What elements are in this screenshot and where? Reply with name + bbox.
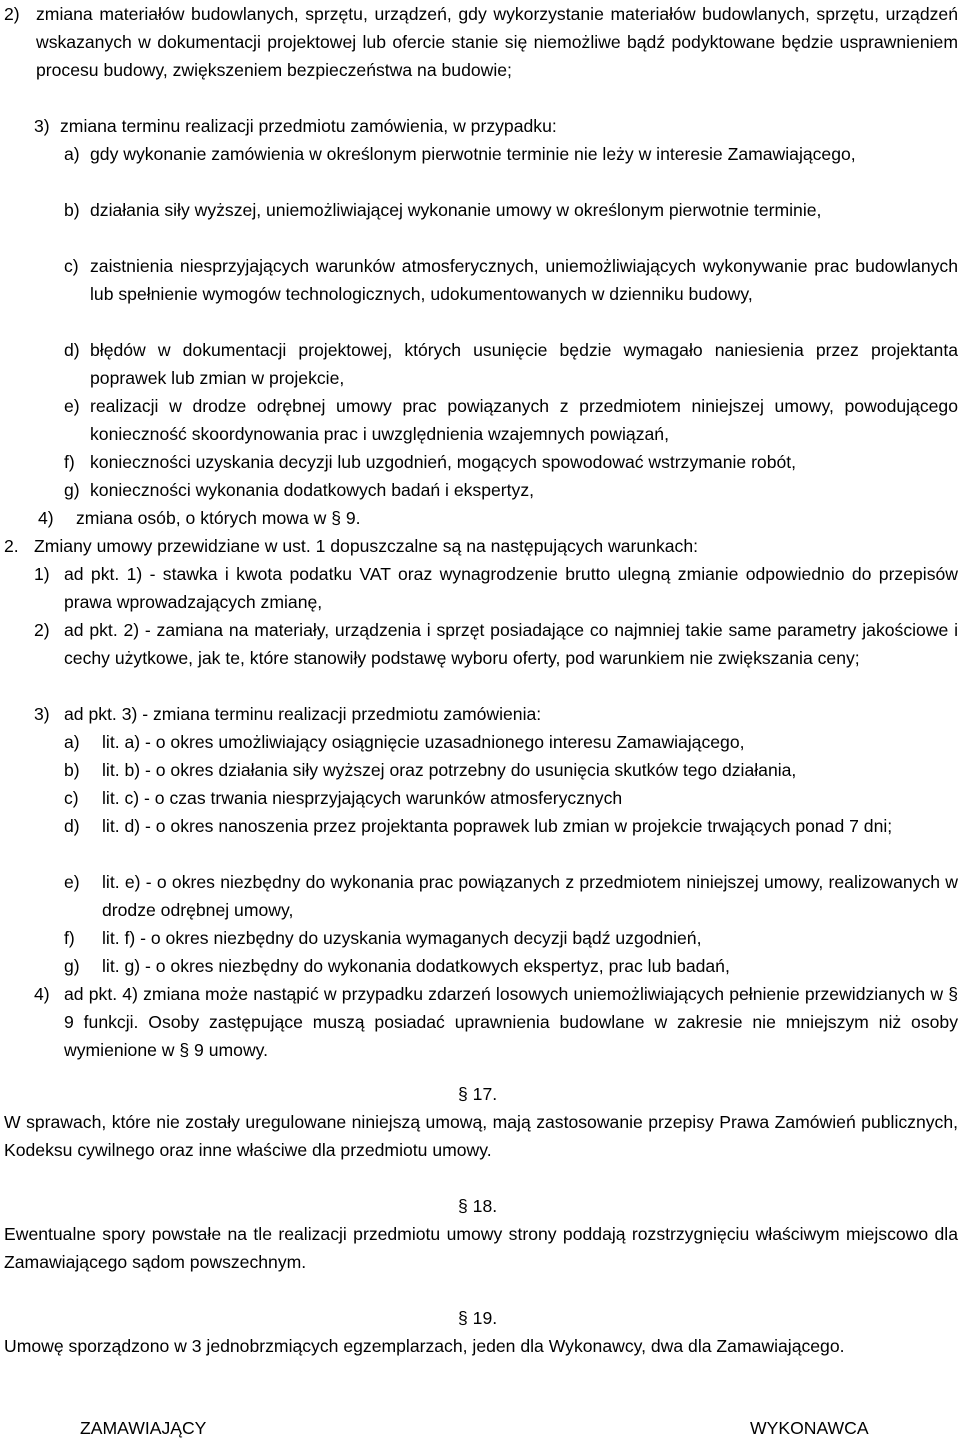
section-heading: § 17. bbox=[458, 1084, 498, 1104]
section-heading: § 19. bbox=[458, 1308, 498, 1328]
list-marker: 4) bbox=[34, 984, 50, 1004]
list-text: ad pkt. 1) - stawka i kwota podatku VAT oraz wynagrodzenie brutto ulegną zmianie odpowiednio do przepisów prawa wprowadzających zmianę, bbox=[64, 564, 958, 612]
list-item bbox=[34, 560, 958, 616]
list-text: lit. b) - o okres działania siły wyższej oraz potrzebny do usunięcia skutków tego działania, bbox=[102, 760, 797, 780]
list-text: lit. a) - o okres umożliwiający osiągnięcie uzasadnionego interesu Zamawiającego, bbox=[102, 732, 745, 752]
list-text: ad pkt. 2) - zamiana na materiały, urządzenia i sprzęt posiadające co najmniej takie same parametry jakościowe i cechy użytkowe, jak te, które stanowiły podstawę wyboru oferty, pod warunkiem nie zwiększania ceny; bbox=[64, 620, 958, 668]
list-marker: 2. bbox=[4, 536, 19, 556]
list-marker: c) bbox=[64, 788, 79, 808]
list-item bbox=[64, 476, 958, 504]
list-text: ad pkt. 4) zmiana może nastąpić w przypadku zdarzeń losowych uniemożliwiających pełnienie przewidzianych w § 9 funkcji. Osoby zastępujące muszą posiadać uprawnienia budowlane w zakresie nie mniejszym niż osoby wymienione w § 9 umowy. bbox=[64, 984, 958, 1060]
point2-list bbox=[34, 560, 958, 728]
list-text: konieczności uzyskania decyzji lub uzgodnień, mogących spowodować wstrzymanie robót, bbox=[90, 452, 797, 472]
list-marker: f) bbox=[64, 452, 75, 472]
list-text: realizacji w drodze odrębnej umowy prac powiązanych z przedmiotem niniejszej umowy, powodującego konieczność skoordynowania prac i uwzględnienia wzajemnych powiązań, bbox=[90, 396, 958, 444]
list-item bbox=[64, 392, 958, 448]
section-paragraph: Umowę sporządzono w 3 jednobrzmiących egzemplarzach, jeden dla Wykonawcy, dwa dla Zamawiającego. bbox=[4, 1336, 845, 1356]
section-paragraph: Ewentualne spory powstałe na tle realizacji przedmiotu umowy strony poddają rozstrzygnięciu właściwym miejscowo dla Zamawiającego sądom powszechnym. bbox=[4, 1224, 958, 1272]
list-text: zaistnienia niesprzyjających warunków atmosferycznych, uniemożliwiających wykonywanie prac budowlanych lub spełnienie wymogów technologicznych, udokumentowanych w dzienniku budowy, bbox=[90, 256, 958, 304]
list-marker: b) bbox=[64, 760, 80, 780]
list-text: konieczności wykonania dodatkowych badań i ekspertyz, bbox=[90, 480, 535, 500]
list-item bbox=[64, 756, 958, 784]
signature-left: ZAMAWIAJĄCY bbox=[80, 1418, 207, 1438]
list-marker: e) bbox=[64, 872, 80, 892]
list-marker: b) bbox=[64, 200, 80, 220]
list-marker: 3) bbox=[34, 116, 50, 136]
list-marker: 3) bbox=[34, 704, 50, 724]
list-item bbox=[64, 448, 958, 476]
list-item bbox=[34, 980, 958, 1064]
list-text: zmiana osób, o których mowa w § 9. bbox=[76, 508, 361, 528]
list-item bbox=[64, 336, 958, 392]
list-text: lit. g) - o okres niezbędny do wykonania dodatkowych ekspertyz, prac lub badań, bbox=[102, 956, 730, 976]
list-item bbox=[38, 504, 958, 532]
list-marker: e) bbox=[64, 396, 80, 416]
list-item bbox=[34, 616, 958, 700]
list-text: lit. f) - o okres niezbędny do uzyskania wymaganych decyzji bądź uzgodnień, bbox=[102, 928, 702, 948]
list-text: gdy wykonanie zamówienia w określonym pierwotnie terminie nie leży w interesie Zamawiającego, bbox=[90, 144, 856, 164]
list-marker: f) bbox=[64, 928, 75, 948]
list-text: zmiana materiałów budowlanych, sprzętu, urządzeń, gdy wykorzystanie materiałów budowlanych, sprzętu, urządzeń wskazanych w dokumentacji projektowej lub ofercie stanie się niemożliwe bądź podyktowane będzie usprawnieniem procesu budowy, zwiększeniem bezpieczeństwa na budowie; bbox=[36, 4, 958, 80]
list-marker: c) bbox=[64, 256, 79, 276]
list-text: ad pkt. 3) - zmiana terminu realizacji przedmiotu zamówienia: bbox=[64, 704, 542, 724]
list-marker: 2) bbox=[34, 620, 50, 640]
point2-item3-sublist bbox=[64, 728, 958, 980]
list-item bbox=[64, 140, 958, 196]
signature-right: WYKONAWCA bbox=[750, 1418, 869, 1438]
list-item bbox=[64, 784, 958, 812]
list-item bbox=[4, 532, 958, 560]
list-item bbox=[64, 812, 958, 868]
list-item bbox=[64, 196, 958, 252]
item3-sublist bbox=[64, 140, 958, 504]
list-item bbox=[64, 952, 958, 980]
list-marker: a) bbox=[64, 144, 80, 164]
list-marker: 2) bbox=[4, 4, 20, 24]
list-text: lit. e) - o okres niezbędny do wykonania prac powiązanych z przedmiotem niniejszej umowy, realizowanych w drodze odrębnej umowy, bbox=[102, 872, 958, 920]
list-text: Zmiany umowy przewidziane w ust. 1 dopuszczalne są na następujących warunkach: bbox=[34, 536, 699, 556]
list-marker: d) bbox=[64, 340, 80, 360]
list-marker: g) bbox=[64, 480, 80, 500]
list-text: działania siły wyższej, uniemożliwiającej wykonanie umowy w określonym pierwotnie terminie, bbox=[90, 200, 822, 220]
section-heading: § 18. bbox=[458, 1196, 498, 1216]
section-paragraph: W sprawach, które nie zostały uregulowane niniejszą umową, mają zastosowanie przepisy Prawa Zamówień publicznych, Kodeksu cywilnego oraz inne właściwe dla przedmiotu umowy. bbox=[4, 1112, 958, 1160]
list-text: lit. d) - o okres nanoszenia przez projektanta poprawek lub zmian w projekcie trwających ponad 7 dni; bbox=[102, 816, 893, 836]
list-marker: 4) bbox=[38, 508, 54, 528]
list-text: lit. c) - o czas trwania niesprzyjających warunków atmosferycznych bbox=[102, 788, 623, 808]
list-text: zmiana terminu realizacji przedmiotu zamówienia, w przypadku: bbox=[60, 116, 557, 136]
list-item bbox=[64, 252, 958, 336]
list-item bbox=[34, 700, 958, 728]
list-marker: g) bbox=[64, 956, 80, 976]
list-marker: a) bbox=[64, 732, 80, 752]
list-item bbox=[64, 924, 958, 952]
list-text: błędów w dokumentacji projektowej, których usunięcie będzie wymagało naniesienia przez projektanta poprawek lub zmian w projekcie, bbox=[90, 340, 958, 388]
list-marker: d) bbox=[64, 816, 80, 836]
list-item bbox=[34, 112, 958, 140]
list-item bbox=[4, 0, 958, 84]
list-item bbox=[64, 728, 958, 756]
list-item bbox=[64, 868, 958, 924]
list-marker: 1) bbox=[34, 564, 50, 584]
